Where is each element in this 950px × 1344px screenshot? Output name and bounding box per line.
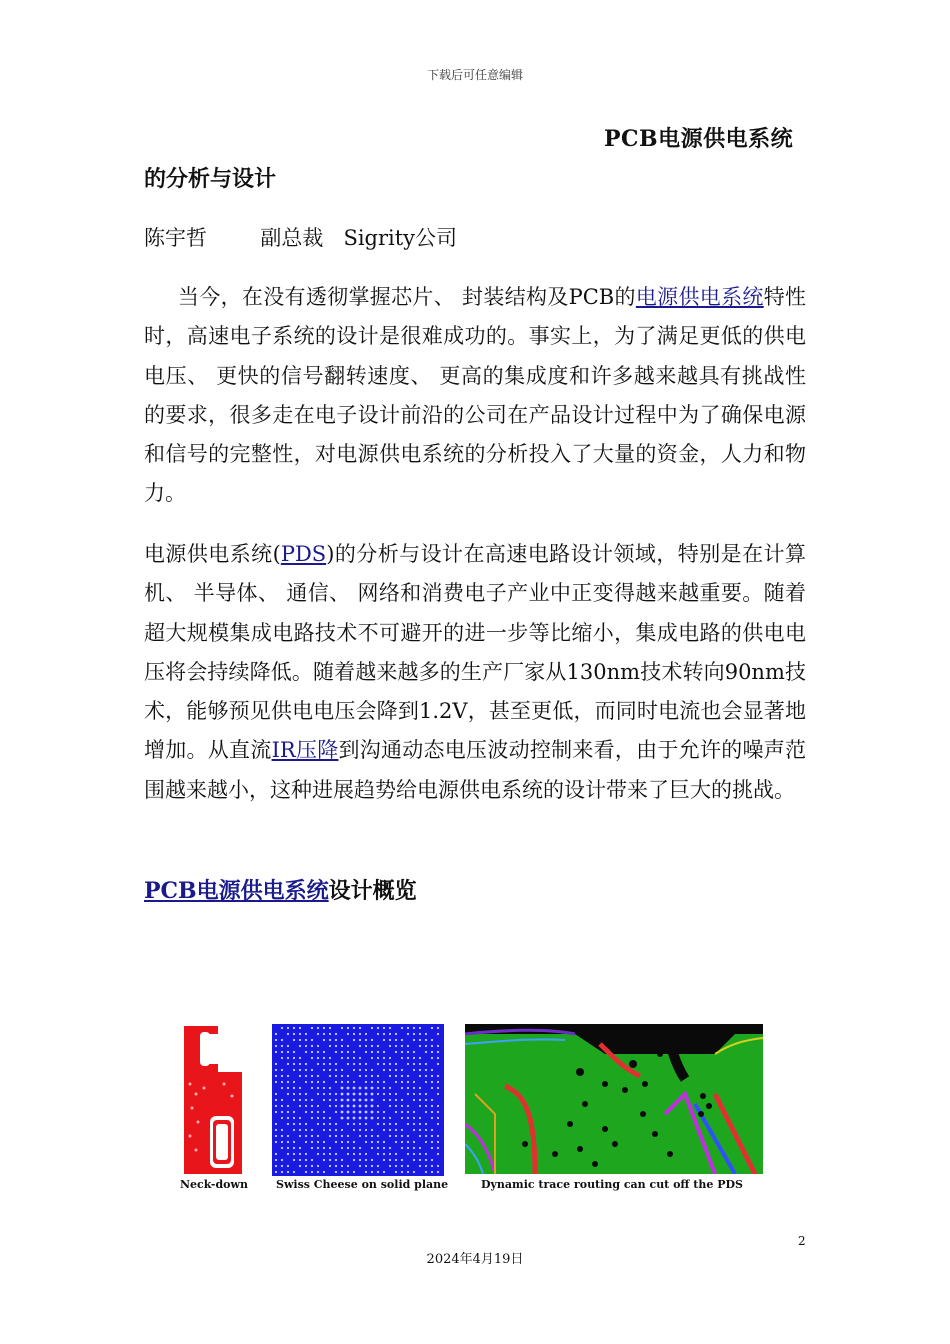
link-pds[interactable]: PDS (280, 542, 327, 566)
section-heading-text: 设计概览 (328, 878, 417, 904)
link-ir-drop[interactable]: IR压降 (271, 738, 339, 763)
footer-date: 2024年4月19日 (426, 1252, 524, 1267)
swiss-cheese-image (272, 1024, 444, 1176)
paragraph-pds (144, 535, 806, 810)
neck-down-image (182, 1024, 244, 1179)
link-pcb-pds[interactable]: PCB电源供电系统 (144, 878, 329, 904)
author-line (144, 222, 457, 252)
document-title-line1: PCB电源供电系统 (604, 126, 794, 152)
link-power-delivery-system[interactable]: 电源供电系统 (635, 285, 764, 309)
paragraph-text: 电源供电系统( (144, 542, 281, 566)
caption-dynamic-trace-routing: Dynamic trace routing can cut off the PDS (481, 1178, 743, 1191)
page-number: 2 (798, 1234, 806, 1248)
caption-swiss-cheese: Swiss Cheese on solid plane (276, 1178, 449, 1191)
paragraph-text: 到沟通动态电压波动控制来看，由于允许的噪声范围越来越小，这种进展趋势给电源供电系统的设计带来了巨大的挑战。 (144, 738, 807, 802)
paragraph-text: )的分析与设计在高速电路设计领域，特别是在计算机、 半导体、 通信、 网络和消费电子产业中正变得越来越重要。随着超大规模集成电路技术不可避开的进一步等比缩小，集成电路的供电电压将会持续降低。随着越来越多的生产厂家从130nm技术转向90nm技术，能够预见供电电压会降到1.2V，甚至更低，而同时电流也会显著地增加。从直流 (144, 542, 806, 763)
document-title-line2: 的分析与设计 (144, 166, 277, 192)
dynamic-trace-routing-image (465, 1024, 763, 1174)
author-name: 陈宇哲 (144, 226, 207, 250)
header-note: 下载后可任意编辑 (426, 68, 523, 82)
caption-neck-down: Neck-down (180, 1178, 248, 1191)
author-role: 副总裁 (260, 226, 324, 250)
paragraph-text: 当今，在没有透彻掌握芯片、 封装结构及PCB的 (178, 285, 636, 309)
paragraph-intro (144, 278, 806, 514)
section-heading (144, 874, 417, 905)
pcb-figure (178, 1024, 768, 1199)
paragraph-text: 特性时，高速电子系统的设计是很难成功的。事实上，为了满足更低的供电电压、 更快的信号翻转速度、 更高的集成度和许多越来越具有挑战性的要求，很多走在电子设计前沿的公司在产品设计过程中为了确保电源和信号的完整性，对电源供电系统的分析投入了大量的资金，人力和物力。 (144, 285, 807, 506)
author-company: Sigrity公司 (343, 226, 458, 250)
